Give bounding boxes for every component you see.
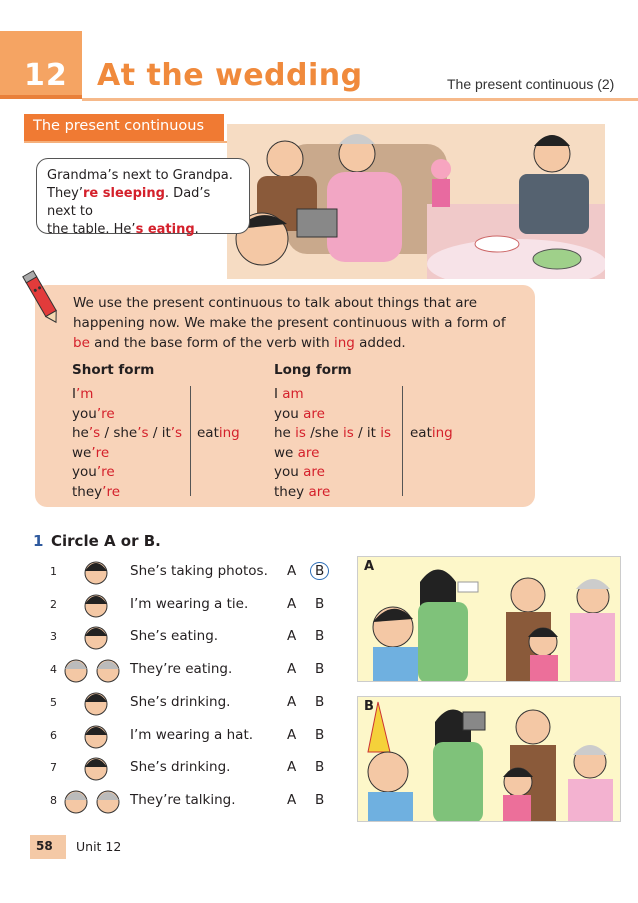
option-b[interactable]: B: [315, 595, 325, 612]
exercise-item: [40, 688, 340, 718]
item-number: 4: [50, 663, 57, 677]
exercise-item: [40, 721, 340, 751]
face-icon: [62, 590, 132, 620]
form-row: you’re: [72, 464, 115, 480]
option-b[interactable]: B: [315, 693, 325, 710]
unit-number: 12: [24, 58, 68, 93]
option-b[interactable]: B: [315, 661, 325, 678]
option-a[interactable]: A: [287, 595, 297, 612]
face-icon: [62, 557, 132, 587]
picture-b-label: B: [364, 699, 374, 714]
long-verb: eating: [410, 425, 453, 441]
table-divider: [402, 386, 403, 496]
explanation-text: We use the present continuous to talk about things that are happening now. We make the present continuous with a form of be and the base form of the verb with ing added.: [73, 295, 506, 351]
form-row: I am: [274, 386, 304, 402]
option-b[interactable]: B: [315, 791, 325, 808]
family-illustration: [227, 124, 605, 279]
exercise-item: [40, 655, 340, 685]
item-number: 7: [50, 761, 57, 775]
exercise-title: Circle A or B.: [51, 532, 161, 550]
bubble-line-1: Grandma’s next to Grandpa.: [47, 168, 233, 183]
item-sentence: She’s taking photos.: [130, 563, 268, 579]
unit-title: At the wedding: [97, 58, 363, 93]
item-sentence: I’m wearing a tie.: [130, 595, 249, 612]
grandparents-faces-icon: [62, 655, 132, 685]
item-number: 3: [50, 630, 57, 644]
form-row: he is /she is / it is: [274, 425, 392, 441]
item-sentence: She’s eating.: [130, 628, 219, 645]
exercise-number: 1: [33, 532, 44, 550]
long-form-heading: Long form: [274, 362, 352, 378]
option-b[interactable]: B: [315, 563, 329, 579]
short-verb: eating: [197, 425, 240, 441]
page-number: 58: [30, 835, 66, 859]
option-a[interactable]: A: [287, 693, 297, 710]
item-number: 8: [50, 793, 57, 807]
header-divider: [82, 98, 638, 101]
item-sentence: They’re talking.: [130, 791, 236, 808]
form-row: they are: [274, 483, 331, 500]
form-row: they’re: [72, 483, 121, 500]
item-number: 5: [50, 695, 57, 709]
face-icon: [62, 753, 132, 783]
picture-a: [357, 556, 621, 682]
item-sentence: They’re eating.: [130, 661, 233, 678]
face-icon: [62, 622, 132, 652]
bubble-line-3: the table. He’s eating.: [47, 222, 199, 237]
option-a[interactable]: A: [287, 791, 297, 808]
face-icon: [62, 688, 132, 718]
option-b[interactable]: B: [315, 759, 325, 776]
footer-unit-label: Unit 12: [76, 839, 122, 854]
form-row: we are: [274, 444, 320, 461]
item-sentence: She’s drinking.: [130, 759, 231, 776]
form-row: you are: [274, 405, 325, 422]
item-number: 2: [50, 597, 57, 611]
form-row: we’re: [72, 444, 110, 461]
table-divider: [190, 386, 191, 496]
speech-bubble: [36, 158, 250, 237]
section-tab: The present continuous: [24, 114, 224, 142]
form-row: you are: [274, 464, 325, 480]
option-b[interactable]: B: [315, 628, 325, 645]
exercise-item: [40, 786, 340, 816]
face-icon: [62, 721, 132, 751]
exercise-item: [40, 557, 340, 587]
item-number: 6: [50, 728, 57, 742]
form-row: he’s / she’s / it’s: [72, 425, 183, 441]
bubble-line-2: They’re sleeping. Dad’s next to: [47, 186, 211, 219]
option-a[interactable]: A: [287, 661, 297, 678]
exercise-item: [40, 622, 340, 652]
pencil-icon: [22, 268, 62, 328]
option-a[interactable]: A: [287, 563, 297, 579]
picture-b: [357, 696, 621, 822]
topic-label: The present continuous (2): [447, 76, 615, 92]
form-row: I’m: [72, 386, 94, 402]
option-a[interactable]: A: [287, 726, 297, 743]
item-number: 1: [50, 565, 57, 578]
option-a[interactable]: A: [287, 628, 297, 645]
item-sentence: I’m wearing a hat.: [130, 726, 254, 743]
form-row: you’re: [72, 405, 115, 422]
picture-a-label: A: [364, 559, 375, 574]
exercise-item: [40, 590, 340, 620]
option-a[interactable]: A: [287, 759, 297, 776]
grandparents-faces-icon: [62, 786, 132, 816]
item-sentence: She’s drinking.: [130, 693, 231, 710]
short-form-heading: Short form: [72, 362, 155, 378]
option-b[interactable]: B: [315, 726, 325, 743]
exercise-item: [40, 753, 340, 783]
